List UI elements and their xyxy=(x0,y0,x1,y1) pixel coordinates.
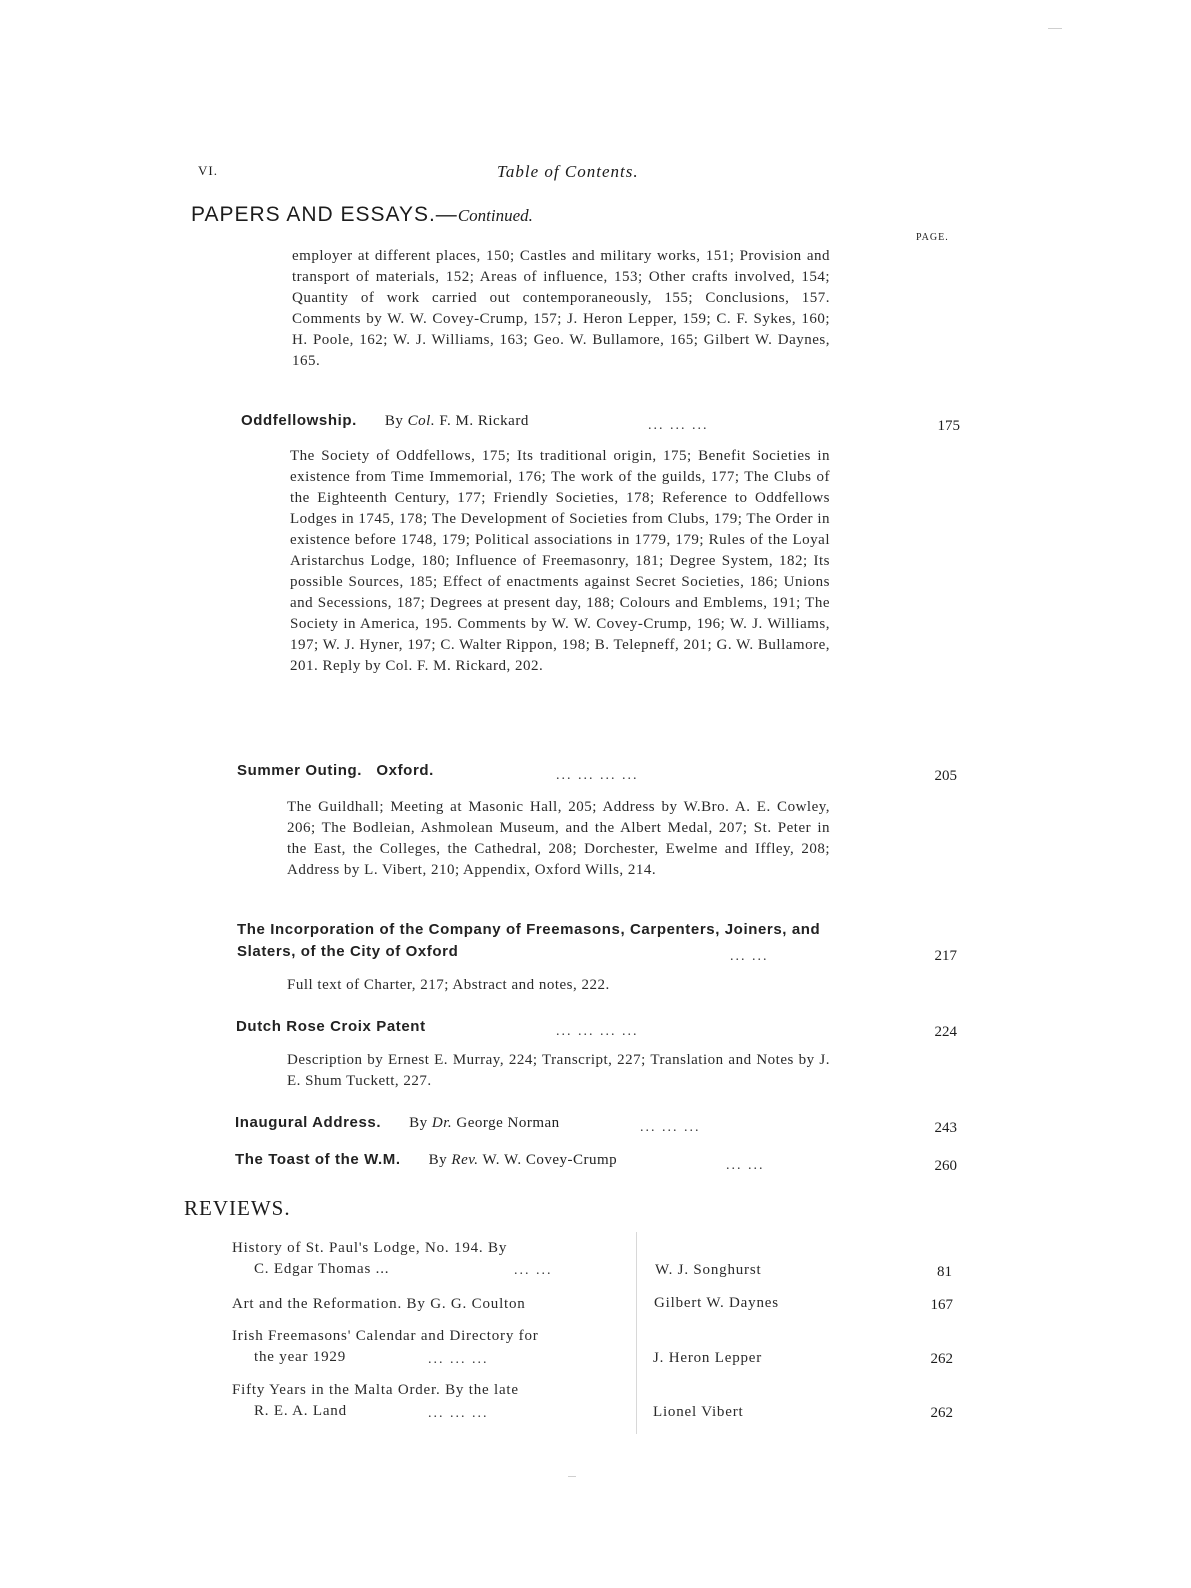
leader-dots: ... ... ... ... xyxy=(556,768,639,783)
entry-author xyxy=(385,413,529,429)
review-title-line1: Art and the Reformation. By G. G. Coulton xyxy=(232,1296,526,1312)
entry-title-oddfellowship xyxy=(241,412,529,430)
entry-author xyxy=(429,1152,618,1168)
author-honorific: Dr. xyxy=(431,1115,453,1131)
leader-dots: ... ... xyxy=(726,1158,765,1173)
review-reviewer: Gilbert W. Daynes xyxy=(654,1295,779,1311)
review-item xyxy=(232,1326,622,1368)
review-title-line2: the year 1929 xyxy=(254,1349,347,1365)
leader-dots: ... ... ... xyxy=(640,1120,701,1135)
entry-title-text: Inaugural Address. xyxy=(235,1114,382,1131)
page-number: 260 xyxy=(934,1158,957,1174)
page-numeral: VI. xyxy=(198,163,218,178)
leader-dots: ... ... ... ... xyxy=(556,1024,639,1039)
review-title-line2: R. E. A. Land xyxy=(254,1403,347,1419)
entry-author xyxy=(409,1115,560,1131)
author-honorific: Col. xyxy=(407,413,436,429)
by-prefix: By xyxy=(428,1152,448,1168)
entry-title-incorporation: The Incorporation of the Company of Freemasons, Carpenters, Joiners, and Slaters, of the City of Oxford xyxy=(237,921,821,960)
page-number: 175 xyxy=(937,418,960,434)
papers-section-heading xyxy=(191,203,533,227)
entry-title-toast-wm xyxy=(235,1151,617,1169)
running-head-title: Table of Contents. xyxy=(497,162,639,181)
leader-dots: ... ... xyxy=(514,1263,553,1278)
author-name: W. W. Covey-Crump xyxy=(482,1152,618,1168)
leader-dots: ... ... xyxy=(730,949,769,964)
page-number: 224 xyxy=(934,1024,957,1040)
author-name: F. M. Rickard xyxy=(439,413,529,429)
entry-title-summer-outing: Summer Outing. Oxford. xyxy=(237,762,434,779)
review-title-line1: History of St. Paul's Lodge, No. 194. By xyxy=(232,1240,508,1256)
review-item xyxy=(232,1238,622,1280)
page-number: 217 xyxy=(934,948,957,964)
review-reviewer: Lionel Vibert xyxy=(653,1404,744,1420)
page-number: 205 xyxy=(934,768,957,784)
author-name: George Norman xyxy=(456,1115,560,1131)
entry-title-dutch-rose-croix: Dutch Rose Croix Patent xyxy=(236,1018,426,1035)
leader-dots: ... ... ... xyxy=(648,418,709,433)
review-column-divider xyxy=(636,1232,637,1434)
page-number: 262 xyxy=(930,1405,953,1421)
page-number: 81 xyxy=(937,1264,952,1280)
scan-speck xyxy=(1048,28,1062,29)
papers-heading-text: PAPERS AND ESSAYS.— xyxy=(191,203,458,226)
entry-summary-oddfellowship: The Society of Oddfellows, 175; Its traditional origin, 175; Benefit Societies in existence from Time Immemorial, 176; The work of the guilds, 177; The Clubs of the Eighteenth Century, 177; Friendly Societies, 178; Reference to Oddfellows Lodges in 1745, 178; The Development of Societies from Clubs, 179; The Order in existence before 1748, 179; Political associations in 1779, 179; Rules of the Loyal Aristarchus Lodge, 180; Influence of Freemasonry, 181; Degree System, 182; Its possible Sources, 185; Effect of enactments against Secret Societies, 186; Unions and Secessions, 187; Degrees at present day, 188; Colours and Emblems, 191; The Society in America, 195. Comments by W. W. Covey-Crump, 196; W. J. Williams, 197; W. J. Hyner, 197; C. Walter Rippon, 198; B. Telepneff, 201; G. W. Bullamore, 201. Reply by Col. F. M. Rickard, 202. xyxy=(290,448,830,674)
review-item xyxy=(232,1380,622,1422)
continued-summary: employer at different places, 150; Castles and military works, 151; Provision and transport of materials, 152; Areas of influence, 153; Other crafts involved, 154; Quantity of work carried out contemporaneously, 155; Conclusions, 157. Comments by W. W. Covey-Crump, 157; J. Heron Lepper, 159; C. F. Sykes, 160; H. Poole, 162; W. J. Williams, 163; Geo. W. Bullamore, 165; Gilbert W. Daynes, 165. xyxy=(292,248,830,369)
page-number: 243 xyxy=(934,1120,957,1136)
page-number: 167 xyxy=(930,1297,953,1313)
leader-dots: ... ... ... xyxy=(428,1352,489,1367)
leader-dots: ... ... ... xyxy=(428,1406,489,1421)
page-column-label: PAGE. xyxy=(916,232,949,243)
by-prefix: By xyxy=(409,1115,428,1131)
review-title-line2: C. Edgar Thomas ... xyxy=(254,1261,390,1277)
review-title-line1: Fifty Years in the Malta Order. By the late xyxy=(232,1382,519,1398)
entry-summary-incorporation: Full text of Charter, 217; Abstract and notes, 222. xyxy=(287,977,610,993)
review-item xyxy=(232,1294,622,1315)
review-reviewer: W. J. Songhurst xyxy=(655,1262,762,1278)
page-number: 262 xyxy=(930,1351,953,1367)
by-prefix: By xyxy=(384,413,404,429)
entry-title-text: Oddfellowship. xyxy=(241,412,357,429)
entry-summary-dutch-rose-croix: Description by Ernest E. Murray, 224; Transcript, 227; Translation and Notes by J. E. Shum Tuckett, 227. xyxy=(287,1052,830,1089)
review-title-line1: Irish Freemasons' Calendar and Directory for xyxy=(232,1328,539,1344)
continued-label: Continued. xyxy=(457,206,533,225)
reviews-heading: REVIEWS. xyxy=(184,1196,291,1220)
review-reviewer: J. Heron Lepper xyxy=(653,1350,763,1366)
author-honorific: Rev. xyxy=(451,1152,479,1168)
entry-summary-summer-outing: The Guildhall; Meeting at Masonic Hall, 205; Address by W.Bro. A. E. Cowley, 206; The Bodleian, Ashmolean Museum, and the Albert Medal, 207; St. Peter in the East, the Colleges, the Cathedral, 208; Dorchester, Ewelme and Iffley, 208; Address by L. Vibert, 210; Appendix, Oxford Wills, 214. xyxy=(287,799,830,878)
entry-title-text: The Toast of the W.M. xyxy=(235,1151,401,1168)
scan-speck xyxy=(568,1476,576,1477)
entry-title-inaugural-address xyxy=(235,1114,560,1132)
